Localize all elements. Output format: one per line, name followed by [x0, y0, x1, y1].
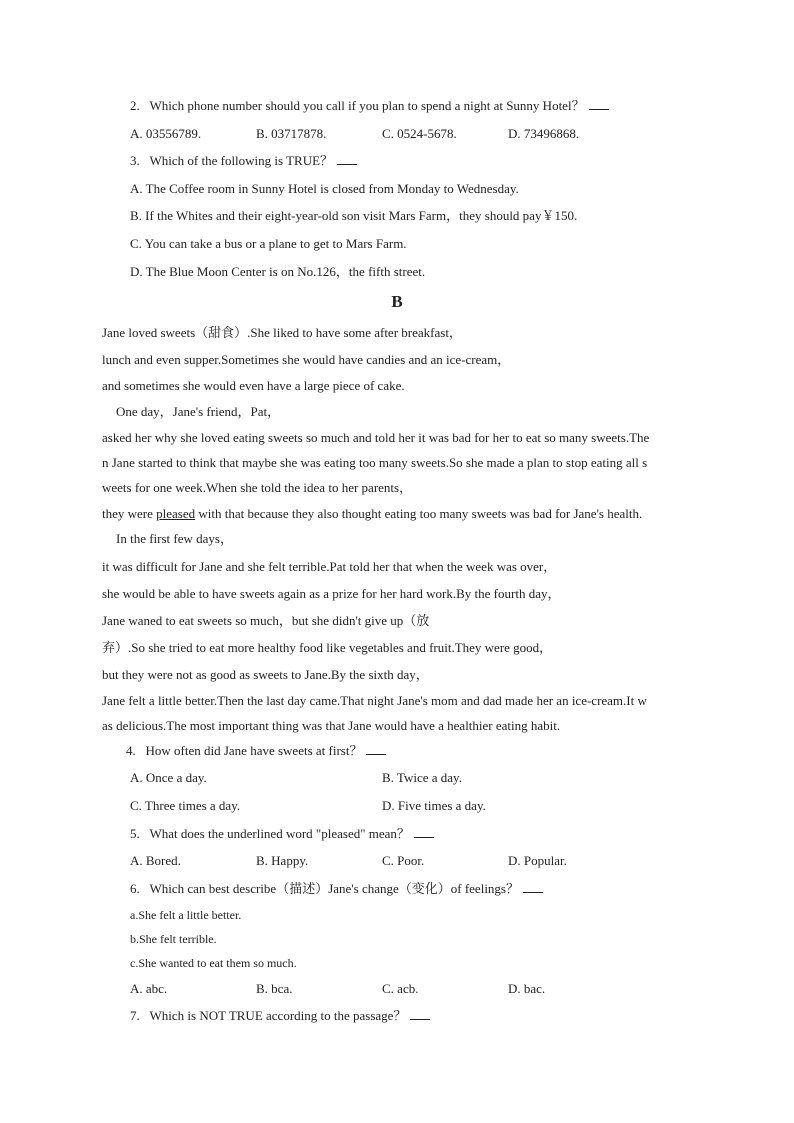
- passage-line: weets for one week.When she told the idea to her parents，: [102, 480, 413, 495]
- question-number: 6.: [130, 881, 140, 896]
- option-b: B. 03717878.: [256, 126, 327, 141]
- answer-blank[interactable]: [523, 882, 543, 893]
- option-b: B. If the Whites and their eight-year-old son visit Mars Farm，they should pay￥150.: [130, 208, 578, 223]
- option-c: C. Three times a day.: [130, 798, 241, 813]
- option-a: A. The Coffee room in Sunny Hotel is closed from Monday to Wednesday.: [130, 181, 519, 196]
- question-text: Which phone number should you call if you plan to spend a night at Sunny Hotel？: [149, 98, 585, 113]
- question-4: [126, 743, 386, 759]
- option-a: A. 03556789.: [130, 126, 202, 141]
- option-a: A. Once a day.: [130, 770, 207, 785]
- passage-line: One day，Jane's friend，Pat，: [116, 404, 281, 419]
- passage-line: and sometimes she would even have a large piece of cake.: [102, 378, 405, 393]
- question-number: 3.: [130, 153, 140, 168]
- question-5: [130, 826, 434, 842]
- question-text: How often did Jane have sweets at first？: [145, 743, 363, 758]
- question-text: Which is NOT TRUE according to the passage？: [149, 1008, 407, 1023]
- section-title: B: [391, 292, 403, 311]
- statement-item: c.She wanted to eat them so much.: [130, 956, 297, 970]
- statement-item: b.She felt terrible.: [130, 932, 217, 946]
- option-d: D. bac.: [508, 981, 546, 996]
- question-number: 4.: [126, 743, 136, 758]
- passage-line: she would be able to have sweets again as a prize for her hard work.By the fourth day，: [102, 586, 561, 601]
- option-a: A. Bored.: [130, 853, 181, 868]
- underlined-word: pleased: [156, 506, 196, 521]
- answer-blank[interactable]: [366, 744, 386, 755]
- passage-line: lunch and even supper.Sometimes she would have candies and an ice-cream，: [102, 352, 511, 367]
- option-d: D. The Blue Moon Center is on No.126，the fifth street.: [130, 264, 426, 279]
- option-c: C. acb.: [382, 981, 419, 996]
- answer-blank[interactable]: [589, 99, 609, 110]
- passage-line: Jane waned to eat sweets so much，but she didn't give up（放: [102, 613, 430, 628]
- option-c: C. 0524-5678.: [382, 126, 457, 141]
- passage-text: with that because they also thought eating too many sweets was bad for Jane's health.: [195, 506, 643, 521]
- passage-line: it was difficult for Jane and she felt terrible.Pat told her that when the week was over，: [102, 559, 557, 574]
- option-d: D. 73496868.: [508, 126, 580, 141]
- passage-line: Jane loved sweets（甜食）.She liked to have some after breakfast，: [102, 325, 462, 340]
- answer-blank[interactable]: [414, 827, 434, 838]
- passage-line: but they were not as good as sweets to Jane.By the sixth day，: [102, 667, 429, 682]
- passage-line: n Jane started to think that maybe she was eating too many sweets.So she made a plan to stop eating all s: [102, 455, 648, 470]
- option-d: D. Popular.: [508, 853, 567, 868]
- question-6: [130, 881, 543, 897]
- question-2: [130, 98, 609, 114]
- option-c: C. Poor.: [382, 853, 425, 868]
- passage-text: they were: [102, 506, 157, 521]
- question-text: Which can best describe（描述）Jane's change（变化）of feelings？: [149, 881, 519, 896]
- question-text: What does the underlined word "pleased" mean？: [149, 826, 410, 841]
- passage-line: 弃）.So she tried to eat more healthy food like vegetables and fruit.They were good，: [102, 640, 553, 655]
- option-c: C. You can take a bus or a plane to get to Mars Farm.: [130, 236, 407, 251]
- answer-blank[interactable]: [410, 1009, 430, 1020]
- option-a: A. abc.: [130, 981, 168, 996]
- statement-item: a.She felt a little better.: [130, 908, 242, 922]
- passage-line: Jane felt a little better.Then the last day came.That night Jane's mom and dad made her an ice-cream.It w: [102, 693, 647, 708]
- question-3: [130, 153, 357, 169]
- passage-line: as delicious.The most important thing was that Jane would have a healthier eating habit.: [102, 718, 561, 733]
- question-number: 7.: [130, 1008, 140, 1023]
- option-b: B. bca.: [256, 981, 293, 996]
- passage-line: asked her why she loved eating sweets so much and told her it was bad for her to eat so many sweets.The: [102, 430, 650, 445]
- option-b: B. Happy.: [256, 853, 309, 868]
- passage-line: In the first few days，: [116, 531, 233, 546]
- question-number: 5.: [130, 826, 140, 841]
- option-b: B. Twice a day.: [382, 770, 462, 785]
- question-number: 2.: [130, 98, 140, 113]
- option-d: D. Five times a day.: [382, 798, 486, 813]
- passage-line: [102, 506, 642, 522]
- question-text: Which of the following is TRUE？: [149, 153, 334, 168]
- question-7: [130, 1008, 430, 1024]
- answer-blank[interactable]: [337, 154, 357, 165]
